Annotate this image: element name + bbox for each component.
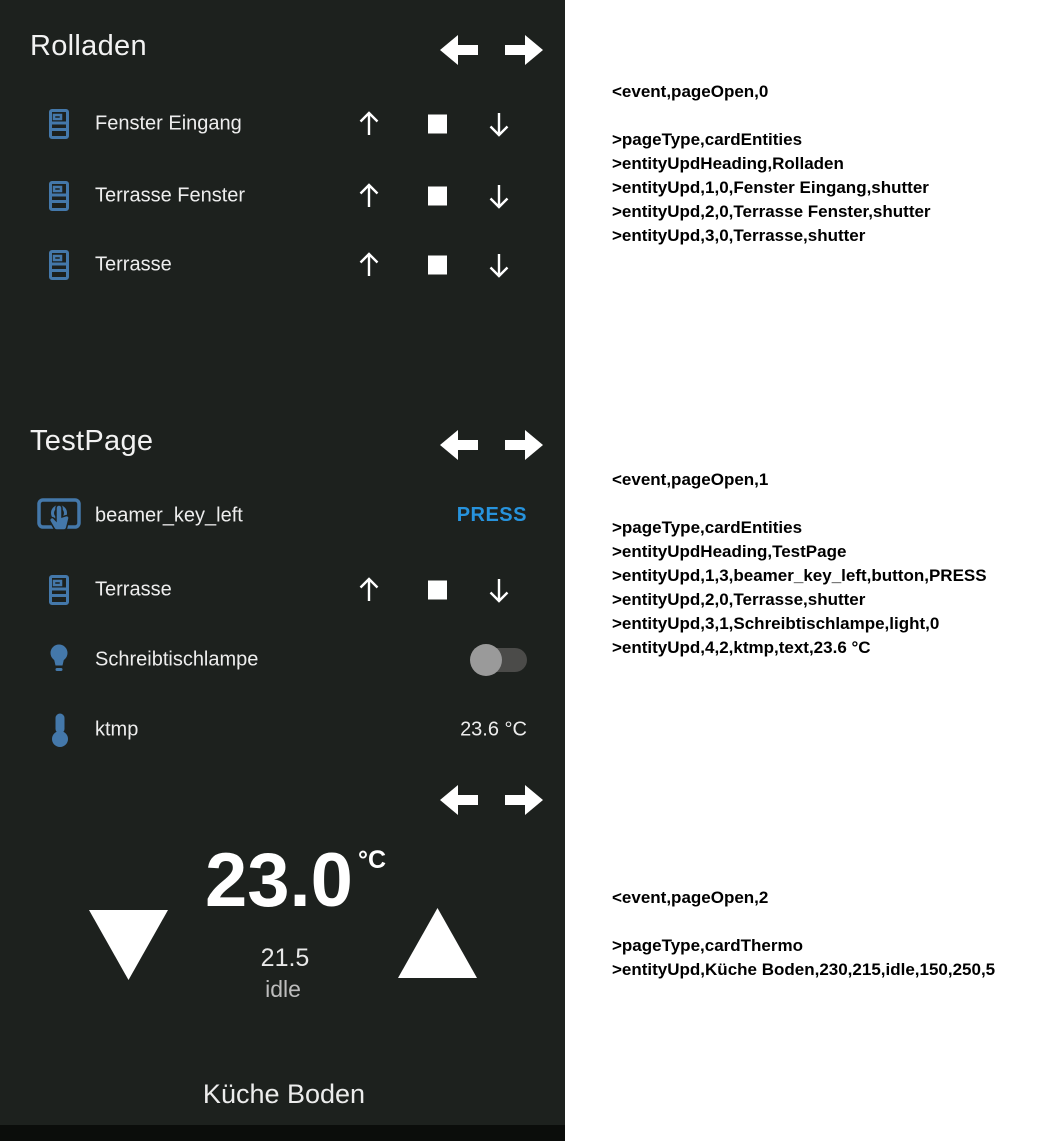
log-event-line: <event,pageOpen,2 xyxy=(612,888,769,907)
log-line: >pageType,cardEntities xyxy=(612,518,803,537)
shutter-down-button[interactable] xyxy=(486,250,512,280)
arrow-up-icon xyxy=(356,181,382,211)
arrow-right-icon xyxy=(505,430,543,460)
shutter-stop-button[interactable] xyxy=(428,187,447,206)
arrow-left-icon xyxy=(440,430,478,460)
page-title: TestPage xyxy=(30,425,154,457)
arrow-down-icon xyxy=(486,250,512,280)
page-nav xyxy=(440,785,543,815)
entity-name: Schreibtischlampe xyxy=(95,648,259,671)
lightbulb-icon xyxy=(47,643,71,677)
shutter-up-button[interactable] xyxy=(356,250,382,280)
log-block-page0 xyxy=(612,80,931,248)
log-block-page1 xyxy=(612,468,987,660)
temperature-unit: °C xyxy=(358,846,387,874)
log-line: >entityUpdHeading,Rolladen xyxy=(612,154,844,173)
shutter-stop-button[interactable] xyxy=(428,115,447,134)
arrow-left-icon xyxy=(440,35,478,65)
shutter-down-button[interactable] xyxy=(486,109,512,139)
arrow-down-icon xyxy=(486,181,512,211)
stop-icon xyxy=(428,256,447,275)
light-toggle[interactable] xyxy=(470,644,527,676)
log-line: >pageType,cardEntities xyxy=(612,130,803,149)
shutter-up-button[interactable] xyxy=(356,109,382,139)
nav-next-button[interactable] xyxy=(505,35,543,65)
shutter-up-button[interactable] xyxy=(356,575,382,605)
entity-name: beamer_key_left xyxy=(95,504,243,527)
nav-prev-button[interactable] xyxy=(440,35,478,65)
log-line: >entityUpd,2,0,Terrasse Fenster,shutter xyxy=(612,202,931,221)
page-nav xyxy=(440,35,543,65)
protocol-log-column xyxy=(565,0,1045,1141)
log-line: >entityUpd,Küche Boden,230,215,idle,150,250,5 xyxy=(612,960,996,979)
shutter-down-button[interactable] xyxy=(486,575,512,605)
log-line: >entityUpd,3,0,Terrasse,shutter xyxy=(612,226,866,245)
card-thermo xyxy=(0,770,565,1125)
temp-increase-button[interactable] xyxy=(398,908,477,978)
entity-row xyxy=(0,572,565,608)
entity-name: Terrasse xyxy=(95,253,172,276)
page-title: Rolladen xyxy=(30,30,147,62)
triangle-down-icon xyxy=(89,910,168,980)
current-temperature: 23.0 xyxy=(205,838,353,923)
log-line: >pageType,cardThermo xyxy=(612,936,803,955)
arrow-right-icon xyxy=(505,785,543,815)
shutter-stop-button[interactable] xyxy=(428,581,447,600)
entity-row xyxy=(0,498,565,534)
entity-row xyxy=(0,642,565,678)
shutter-icon xyxy=(47,108,71,140)
thermometer-icon xyxy=(50,712,70,748)
shutter-down-button[interactable] xyxy=(486,181,512,211)
arrow-down-icon xyxy=(486,575,512,605)
log-line: >entityUpd,1,3,beamer_key_left,button,PRESS xyxy=(612,566,987,585)
entity-row xyxy=(0,712,565,748)
stop-icon xyxy=(428,187,447,206)
arrow-up-icon xyxy=(356,109,382,139)
entity-name: Terrasse Fenster xyxy=(95,184,246,207)
entity-name: Fenster Eingang xyxy=(95,112,242,135)
entity-row xyxy=(0,178,565,214)
sensor-value: 23.6 °C xyxy=(460,718,527,741)
entity-name: ktmp xyxy=(95,718,139,741)
arrow-down-icon xyxy=(486,109,512,139)
nav-next-button[interactable] xyxy=(505,785,543,815)
thermo-title: Küche Boden xyxy=(202,1079,366,1109)
log-block-page2 xyxy=(612,886,995,982)
triangle-up-icon xyxy=(398,908,477,978)
entity-name: Terrasse xyxy=(95,578,172,601)
entity-row xyxy=(0,106,565,142)
temp-decrease-button[interactable] xyxy=(89,910,168,980)
shutter-icon xyxy=(47,180,71,212)
stop-icon xyxy=(428,115,447,134)
gesture-tap-icon xyxy=(36,496,82,536)
target-temperature: 21.5 xyxy=(260,944,310,972)
card-entities-testpage xyxy=(0,410,565,770)
toggle-knob xyxy=(470,644,502,676)
log-event-line: <event,pageOpen,0 xyxy=(612,82,769,101)
log-line: >entityUpd,1,0,Fenster Eingang,shutter xyxy=(612,178,929,197)
press-label: PRESS xyxy=(456,504,527,526)
arrow-right-icon xyxy=(505,35,543,65)
log-line: >entityUpd,2,0,Terrasse,shutter xyxy=(612,590,866,609)
log-line: >entityUpdHeading,TestPage xyxy=(612,542,847,561)
page-nav xyxy=(440,430,543,460)
log-line: >entityUpd,4,2,ktmp,text,23.6 °C xyxy=(612,638,871,657)
arrow-left-icon xyxy=(440,785,478,815)
shutter-up-button[interactable] xyxy=(356,181,382,211)
shutter-stop-button[interactable] xyxy=(428,256,447,275)
entity-row xyxy=(0,247,565,283)
screen-bottom-bezel xyxy=(0,1125,565,1141)
press-button[interactable] xyxy=(456,504,527,526)
card-entities-rolladen xyxy=(0,0,565,410)
stop-icon xyxy=(428,581,447,600)
arrow-up-icon xyxy=(356,575,382,605)
log-event-line: <event,pageOpen,1 xyxy=(612,470,769,489)
arrow-up-icon xyxy=(356,250,382,280)
log-line: >entityUpd,3,1,Schreibtischlampe,light,0 xyxy=(612,614,940,633)
shutter-icon xyxy=(47,249,71,281)
shutter-icon xyxy=(47,574,71,606)
hvac-state: idle xyxy=(265,976,301,1002)
nav-prev-button[interactable] xyxy=(440,785,478,815)
nav-next-button[interactable] xyxy=(505,430,543,460)
nav-prev-button[interactable] xyxy=(440,430,478,460)
